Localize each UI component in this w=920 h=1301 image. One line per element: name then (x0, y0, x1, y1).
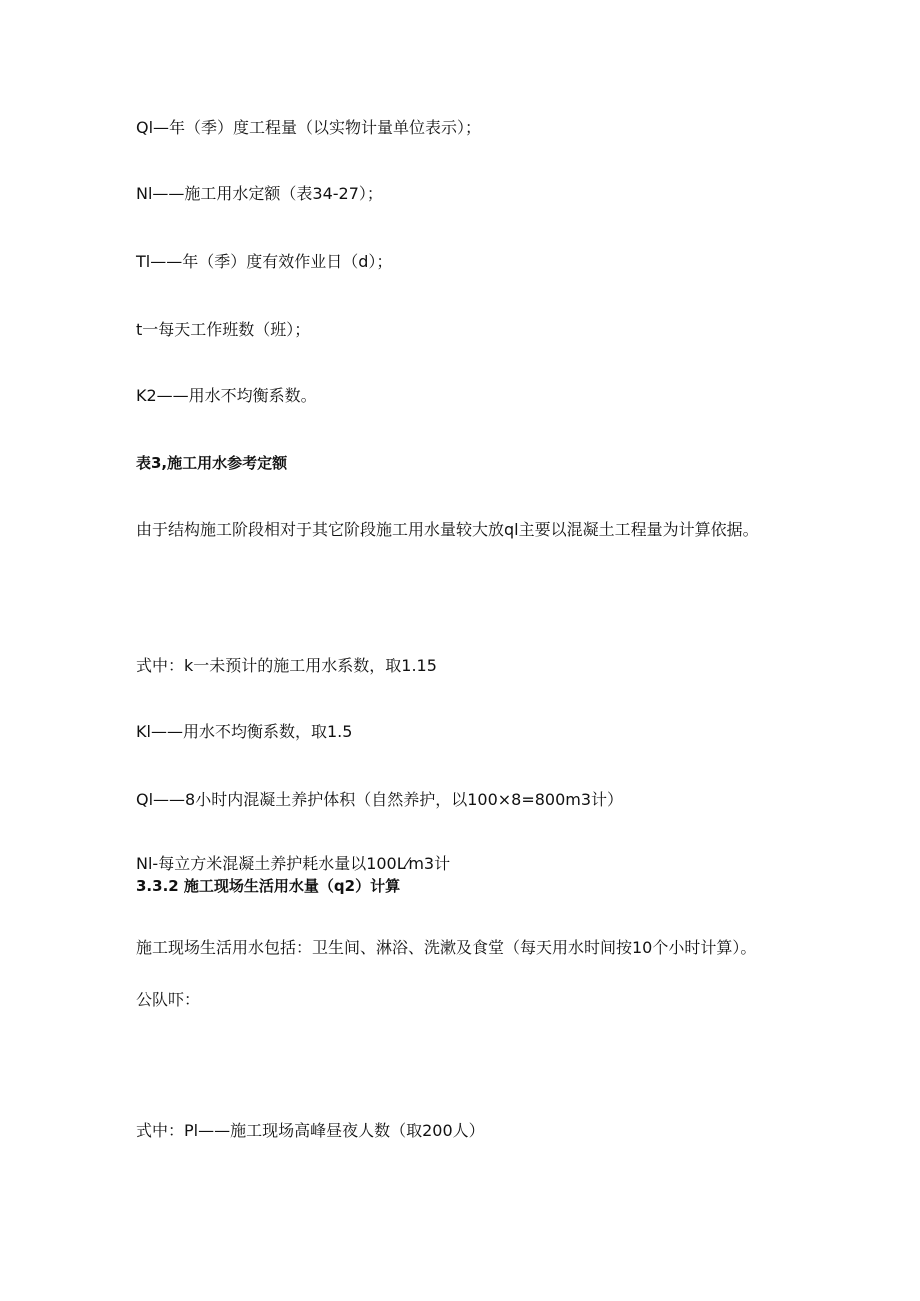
paragraph-living-water: 施工现场生活用水包括：卫生间、淋浴、洗漱及食堂（每天用水时间按10个小时计算）。 (136, 938, 757, 957)
definition-k: 式中：k一未预计的施工用水系数，取1.15 (136, 656, 437, 675)
table-caption: 表3,施工用水参考定额 (136, 454, 288, 472)
definition-tl: Tl——年（季）度有效作业日（d）； (136, 252, 393, 271)
definition-k2: K2——用水不均衡系数。 (136, 386, 317, 405)
paragraph-basis: 由于结构施工阶段相对于其它阶段施工用水量较大放ql主要以混凝土工程量为计算依据。 (136, 520, 759, 539)
section-heading-3-3-2: 3.3.2 施工现场生活用水量（q2）计算 (136, 877, 401, 895)
formula-placeholder-text: 公队吓： (136, 990, 201, 1009)
definition-kl: Kl——用水不均衡系数，取1.5 (136, 722, 353, 741)
definition-pl: 式中：Pl——施工现场高峰昼夜人数（取200人） (136, 1121, 485, 1140)
definition-ql: Ql—年（季）度工程量（以实物计量单位表示）； (136, 118, 482, 137)
definition-nl: Nl——施工用水定额（表34-27）； (136, 184, 383, 203)
definition-t: t一每天工作班数（班）； (136, 320, 311, 339)
definition-nl-curing: Nl-每立方米混凝土养护耗水量以100L⁄m3计 (136, 854, 451, 873)
definition-ql-curing: Ql——8小时内混凝土养护体积（自然养护，以100×8=800m3计） (136, 790, 624, 809)
